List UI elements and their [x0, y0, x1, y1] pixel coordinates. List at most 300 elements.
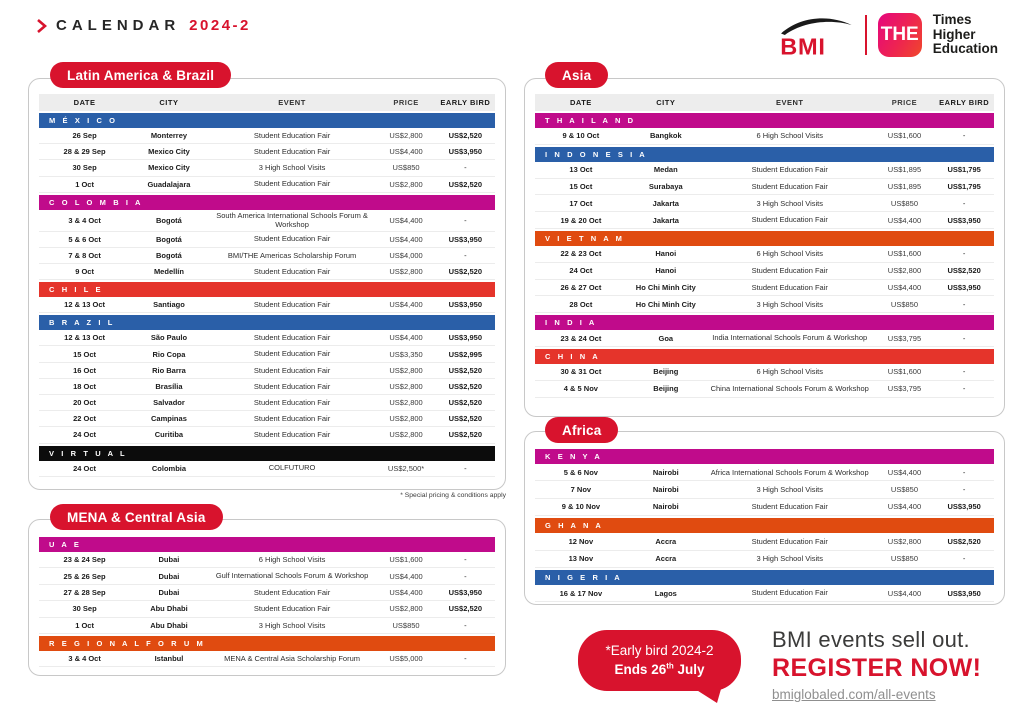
section-header: C H I N A [535, 349, 994, 364]
cell-price: US$1,600 [887, 131, 922, 141]
cell-early: US$3,950 [448, 300, 482, 310]
cell-date: 28 Oct [569, 299, 593, 309]
cell-date: 19 & 20 Oct [560, 215, 602, 225]
panel-card [28, 519, 506, 676]
cell-price: US$4,400 [887, 467, 922, 477]
table-row [39, 264, 495, 280]
section-header: T H A I L A N D [535, 113, 994, 128]
cell-event: Student Education Fair [751, 536, 828, 546]
cell-early: US$2,520 [448, 430, 482, 440]
section-header: U A E [39, 537, 495, 552]
cell-city: Nairobi [652, 502, 679, 512]
cell-city: Lagos [654, 588, 677, 598]
table-row [39, 330, 495, 346]
cell-early: US$3,950 [947, 215, 981, 225]
cell-price: US$3,350 [389, 349, 423, 359]
cell-date: 4 & 5 Nov [563, 384, 598, 394]
cell-price: US$1,600 [887, 367, 922, 377]
cell-city: Abu Dhabi [150, 604, 188, 614]
cell-price: US$850 [890, 198, 919, 208]
cell-price: US$4,400 [389, 333, 423, 343]
cell-price: US$850 [890, 485, 919, 495]
table-row [39, 128, 495, 144]
cell-event: Student Education Fair [253, 130, 331, 140]
chevron-right-icon [36, 18, 47, 34]
cell-early: US$2,520 [448, 604, 482, 614]
table-row [535, 330, 994, 347]
pricing-footnote: * Special pricing & conditions apply [400, 492, 506, 499]
cell-date: 9 & 10 Nov [561, 502, 601, 512]
the-logo: THE [878, 13, 922, 57]
column-header-price: PRICE [393, 98, 419, 107]
cell-price: US$2,800 [389, 398, 423, 408]
cell-date: 15 Oct [569, 181, 593, 191]
table-row [39, 395, 495, 411]
cell-date: 5 & 6 Nov [563, 467, 598, 477]
cell-early: US$2,520 [947, 266, 981, 276]
column-header-event: EVENT [775, 97, 804, 107]
panel-label: Africa [545, 417, 618, 443]
page-header [36, 17, 251, 34]
cell-event: 6 High School Visits [756, 367, 823, 377]
cell-city: Medellín [153, 266, 184, 276]
panel-asia [524, 67, 1005, 417]
cell-early: - [962, 131, 966, 141]
cell-event: Student Education Fair [253, 604, 331, 614]
table-row [39, 411, 495, 427]
cell-date: 22 & 23 Oct [560, 249, 602, 259]
early-bird-bubble [578, 630, 741, 691]
cell-city: Guadalajara [147, 179, 191, 189]
cell-city: Mexico City [148, 147, 190, 157]
table-row [535, 162, 994, 179]
cell-price: US$2,800 [389, 430, 423, 440]
cell-city: Abu Dhabi [150, 620, 188, 630]
cell-date: 24 Oct [73, 430, 97, 440]
cell-date: 30 Sep [72, 163, 97, 173]
cell-price: US$4,400 [887, 502, 922, 512]
cell-price: US$4,400 [389, 587, 423, 597]
cell-price: US$4,400 [389, 215, 423, 225]
cell-early: US$2,520 [448, 266, 482, 276]
cell-city: Rio Barra [152, 365, 186, 375]
cell-early: US$2,520 [448, 381, 482, 391]
page-title: CALENDAR [56, 17, 181, 34]
cell-city: Curitiba [154, 430, 184, 440]
cell-event: Student Education Fair [253, 299, 331, 309]
cell-early: US$2,520 [448, 414, 482, 424]
panel-label: Asia [545, 62, 608, 88]
cell-date: 1 Oct [75, 620, 94, 630]
section-header: C H I L E [39, 282, 495, 297]
cell-early: US$1,795 [947, 181, 981, 191]
cell-date: 23 & 24 Oct [560, 333, 602, 343]
table-row [39, 363, 495, 379]
cell-event: 3 High School Visits [258, 163, 326, 173]
cell-early: US$2,520 [448, 131, 482, 141]
cell-event: BMI/THE Americas Scholarship Forum [227, 250, 357, 260]
cell-event: Student Education Fair [253, 234, 331, 244]
table-row [535, 263, 994, 280]
cell-city: São Paulo [150, 333, 188, 343]
register-block [772, 627, 981, 704]
section-header: B R A Z I L [39, 315, 495, 330]
cell-city: Santiago [153, 300, 185, 310]
column-header-date: DATE [73, 98, 96, 107]
panel-card [28, 78, 506, 490]
cell-date: 20 Oct [73, 398, 97, 408]
cell-event: Student Education Fair [253, 430, 331, 440]
cell-price: US$1,600 [887, 249, 922, 259]
cell-early: US$3,950 [448, 587, 482, 597]
cell-event: Student Education Fair [253, 147, 331, 157]
section-header: M É X I C O [39, 113, 495, 128]
cell-early: - [464, 215, 467, 225]
column-header-date: DATE [569, 98, 592, 107]
sell-out-headline: BMI events sell out. [772, 627, 970, 652]
cell-early: - [464, 571, 467, 581]
cell-price: US$4,400 [887, 215, 922, 225]
cell-date: 1 Oct [75, 179, 94, 189]
section-header: K E N Y A [535, 449, 994, 464]
table-row [39, 601, 495, 617]
cell-date: 3 & 4 Oct [68, 654, 101, 664]
table-row [39, 552, 495, 568]
cell-price: US$1,600 [389, 555, 423, 565]
cell-city: Bogotá [156, 215, 182, 225]
cell-event: Student Education Fair [253, 333, 331, 343]
cell-city: Colombia [151, 463, 187, 473]
cell-early: - [962, 485, 966, 495]
register-now-cta: REGISTER NOW! [772, 654, 982, 682]
cell-event: 3 High School Visits [756, 554, 823, 564]
cell-date: 12 Nov [568, 536, 594, 546]
table-row [39, 346, 495, 362]
table-row [535, 195, 994, 212]
cell-early: - [962, 198, 966, 208]
cell-date: 24 Oct [569, 266, 593, 276]
cell-city: Medan [653, 165, 678, 175]
cell-event: 3 High School Visits [258, 620, 326, 630]
the-caption-line: Higher [932, 26, 976, 42]
cell-city: Goa [658, 333, 674, 343]
cell-price: US$2,800 [389, 414, 423, 424]
cell-price: US$850 [890, 554, 919, 564]
cell-price: US$4,400 [887, 588, 922, 598]
cell-price: US$2,800 [887, 536, 922, 546]
cell-early: - [962, 554, 966, 564]
cell-city: Jakarta [652, 215, 679, 225]
cell-price: US$2,800 [389, 365, 423, 375]
cell-event: MENA & Central Asia Scholarship Forum [224, 653, 360, 663]
cell-early: US$3,950 [448, 147, 482, 157]
table-row [535, 464, 994, 481]
cell-event: Student Education Fair [253, 414, 331, 424]
cell-event: Student Education Fair [751, 282, 828, 292]
table-row [535, 481, 994, 498]
cell-date: 3 & 4 Oct [68, 215, 101, 225]
section-header: V I E T N A M [535, 231, 994, 246]
table-row [39, 568, 495, 584]
cell-early: - [962, 299, 966, 309]
panel-card [524, 78, 1005, 417]
cell-event: 3 High School Visits [756, 299, 823, 309]
the-caption [933, 13, 998, 57]
table-row [535, 212, 994, 229]
cell-early: US$2,995 [448, 349, 482, 359]
section-header: N I G E R I A [535, 570, 994, 585]
cell-event: 6 High School Visits [756, 131, 823, 141]
cell-event: COLFUTURO [268, 463, 316, 473]
logo-divider [865, 15, 867, 55]
cell-date: 23 & 24 Sep [63, 555, 106, 565]
cell-date: 26 & 27 Oct [560, 282, 602, 292]
cell-early: US$3,950 [947, 282, 981, 292]
cell-city: Jakarta [652, 198, 679, 208]
column-header-early: EARLY BIRD [939, 98, 990, 107]
cell-city: Istanbul [154, 654, 184, 664]
cell-event: Student Education Fair [253, 365, 331, 375]
cell-price: US$850 [392, 620, 420, 630]
cell-price: US$3,795 [887, 384, 922, 394]
cell-date: 7 Nov [570, 485, 592, 495]
column-header-city: CITY [656, 98, 676, 107]
early-bird-line1: *Early bird 2024-2 [605, 643, 714, 659]
column-header-event: EVENT [278, 97, 306, 107]
table-row [535, 551, 994, 568]
panel-card [524, 431, 1005, 605]
cell-event: 3 High School Visits [756, 484, 823, 494]
the-caption-line: Education [932, 41, 998, 57]
table-row [535, 280, 994, 297]
table-row [39, 232, 495, 248]
table-row [39, 297, 495, 313]
table-row [39, 379, 495, 395]
cell-city: Dubai [158, 555, 180, 565]
cell-date: 9 Oct [75, 266, 94, 276]
table-row [39, 427, 495, 443]
cell-date: 28 & 29 Sep [63, 147, 106, 157]
cell-date: 12 & 13 Oct [64, 300, 106, 310]
the-caption-line: Times [932, 12, 972, 28]
cell-price: US$2,800 [389, 604, 423, 614]
column-header-row [535, 94, 994, 111]
logo-group [778, 12, 998, 58]
bmi-swoosh-icon [781, 18, 852, 35]
cell-early: US$3,950 [448, 234, 482, 244]
cell-event: Student Education Fair [253, 587, 331, 597]
cell-early: - [464, 163, 467, 173]
cell-event: 6 High School Visits [756, 249, 823, 259]
cell-price: US$3,795 [887, 333, 922, 343]
page-term: 2024-2 [189, 17, 251, 34]
cell-event: 3 High School Visits [756, 198, 823, 208]
cell-event: Africa International Schools Forum & Workshop [710, 467, 869, 477]
cell-date: 12 & 13 Oct [64, 333, 106, 343]
cell-event: South America International Schools Forum & Workshop [216, 210, 368, 230]
table-row [535, 585, 994, 602]
table-row [39, 618, 495, 634]
bubble-tail [695, 689, 721, 703]
cell-event: Student Education Fair [253, 397, 331, 407]
cell-date: 27 & 28 Sep [63, 587, 106, 597]
table-row [535, 499, 994, 516]
cell-price: US$2,800 [887, 266, 922, 276]
cell-event: Student Education Fair [751, 502, 828, 512]
cell-early: - [464, 463, 467, 473]
cell-date: 30 Sep [72, 604, 97, 614]
cell-city: Beijing [653, 384, 679, 394]
cell-city: Hanoi [655, 266, 677, 276]
cell-city: Bogotá [156, 250, 182, 260]
cell-early: - [962, 384, 966, 394]
cell-price: US$2,800 [389, 179, 423, 189]
cell-early: US$2,520 [448, 365, 482, 375]
cell-city: Accra [655, 554, 677, 564]
cell-city: Nairobi [652, 467, 679, 477]
cell-event: Student Education Fair [751, 265, 828, 275]
column-header-early: EARLY BIRD [440, 98, 491, 107]
cell-event: Gulf International Schools Forum & Workshop [215, 571, 369, 581]
svg-text:BMI: BMI [780, 33, 826, 58]
cell-price: US$4,400 [389, 300, 423, 310]
table-row [39, 210, 495, 232]
cell-early: - [464, 654, 467, 664]
cell-city: Rio Copa [152, 349, 186, 359]
cell-price: US$850 [392, 163, 420, 173]
cell-date: 13 Nov [568, 554, 594, 564]
cell-price: US$850 [890, 299, 919, 309]
column-header-row [39, 94, 495, 111]
cell-early: US$2,520 [947, 536, 981, 546]
table-row [39, 160, 495, 176]
cell-city: Surabaya [648, 181, 683, 191]
table-row [535, 364, 994, 381]
table-row [535, 381, 994, 398]
cell-event: India International Schools Forum & Workshop [712, 333, 868, 343]
cell-date: 24 Oct [73, 463, 97, 473]
cell-price: US$1,895 [887, 165, 922, 175]
cell-date: 16 Oct [73, 365, 97, 375]
cell-city: Beijing [653, 367, 679, 377]
table-row [39, 248, 495, 264]
cell-price: US$4,400 [389, 147, 423, 157]
cell-date: 16 & 17 Nov [559, 588, 603, 598]
cell-city: Ho Chi Minh City [635, 282, 696, 292]
section-header: R E G I O N A L F O R U M [39, 636, 495, 651]
cell-price: US$4,400 [389, 234, 423, 244]
cell-city: Nairobi [652, 485, 679, 495]
cell-city: Dubai [158, 587, 180, 597]
cell-event: Student Education Fair [253, 266, 331, 276]
cell-price: US$2,800 [389, 266, 423, 276]
cell-date: 25 & 26 Sep [63, 571, 106, 581]
all-events-link[interactable]: bmiglobaled.com/all-events [772, 687, 936, 702]
cell-early: - [962, 249, 966, 259]
panel-label: MENA & Central Asia [50, 504, 223, 530]
cell-date: 9 & 10 Oct [562, 131, 600, 141]
section-header: G H A N A [535, 518, 994, 533]
cell-price: US$4,400 [887, 282, 922, 292]
cell-early: - [464, 555, 467, 565]
cell-city: Monterrey [150, 131, 188, 141]
section-header: C O L O M B I A [39, 195, 495, 210]
table-row [535, 246, 994, 263]
cell-city: Salvador [153, 398, 185, 408]
section-header: I N D I A [535, 315, 994, 330]
cell-event: Student Education Fair [253, 349, 331, 359]
cell-early: US$3,950 [947, 502, 981, 512]
cell-early: - [464, 250, 467, 260]
cell-early: US$2,520 [448, 398, 482, 408]
cell-city: Campinas [151, 414, 187, 424]
table-row [535, 128, 994, 145]
cell-early: US$3,950 [947, 588, 981, 598]
cell-price: US$1,895 [887, 181, 922, 191]
cell-city: Mexico City [148, 163, 190, 173]
table-row [39, 177, 495, 193]
column-header-city: CITY [159, 98, 179, 107]
cell-early: US$1,795 [947, 165, 981, 175]
panel-mena-central-asia [28, 509, 506, 676]
panel-label: Latin America & Brazil [50, 62, 231, 88]
cell-event: Student Education Fair [253, 179, 331, 189]
cell-city: Ho Chi Minh City [635, 299, 696, 309]
cell-price: US$2,800 [389, 131, 423, 141]
cell-city: Accra [655, 536, 677, 546]
cell-city: Bogotá [156, 234, 182, 244]
cell-date: 7 & 8 Oct [68, 250, 101, 260]
cell-date: 13 Oct [569, 165, 593, 175]
cell-early: US$3,950 [448, 333, 482, 343]
cell-early: - [464, 620, 467, 630]
cell-event: 6 High School Visits [258, 555, 326, 564]
cell-price: US$4,000 [389, 250, 423, 260]
cell-early: - [962, 467, 966, 477]
cell-date: 15 Oct [73, 349, 97, 359]
table-row [39, 144, 495, 160]
cell-date: 30 & 31 Oct [560, 367, 602, 377]
cell-event: China International Schools Forum & Workshop [710, 383, 869, 393]
cell-city: Hanoi [655, 249, 677, 259]
panel-latin-america-brazil [28, 67, 506, 490]
cell-early: - [962, 367, 966, 377]
cell-event: Student Education Fair [751, 215, 828, 225]
cell-city: Bangkok [649, 131, 682, 141]
early-bird-line2: Ends 26th July [614, 661, 705, 677]
cell-event: Student Education Fair [751, 181, 828, 191]
section-header: I N D O N E S I A [535, 147, 994, 162]
column-header-price: PRICE [891, 98, 918, 107]
cell-date: 17 Oct [569, 198, 593, 208]
table-row [535, 179, 994, 196]
cell-price: US$5,000 [389, 654, 423, 664]
cell-date: 5 & 6 Oct [68, 234, 101, 244]
bmi-logo [778, 12, 854, 58]
cell-price: US$2,500* [387, 463, 425, 473]
table-row [39, 585, 495, 601]
cell-city: Dubai [158, 571, 180, 581]
table-row [535, 533, 994, 550]
table-row [39, 651, 495, 667]
table-row [535, 296, 994, 313]
panel-africa [524, 422, 1005, 605]
cell-event: Student Education Fair [751, 165, 828, 174]
cell-date: 22 Oct [73, 414, 97, 424]
cell-price: US$2,800 [389, 381, 423, 391]
table-row [39, 461, 495, 477]
cell-date: 26 Sep [72, 131, 97, 141]
